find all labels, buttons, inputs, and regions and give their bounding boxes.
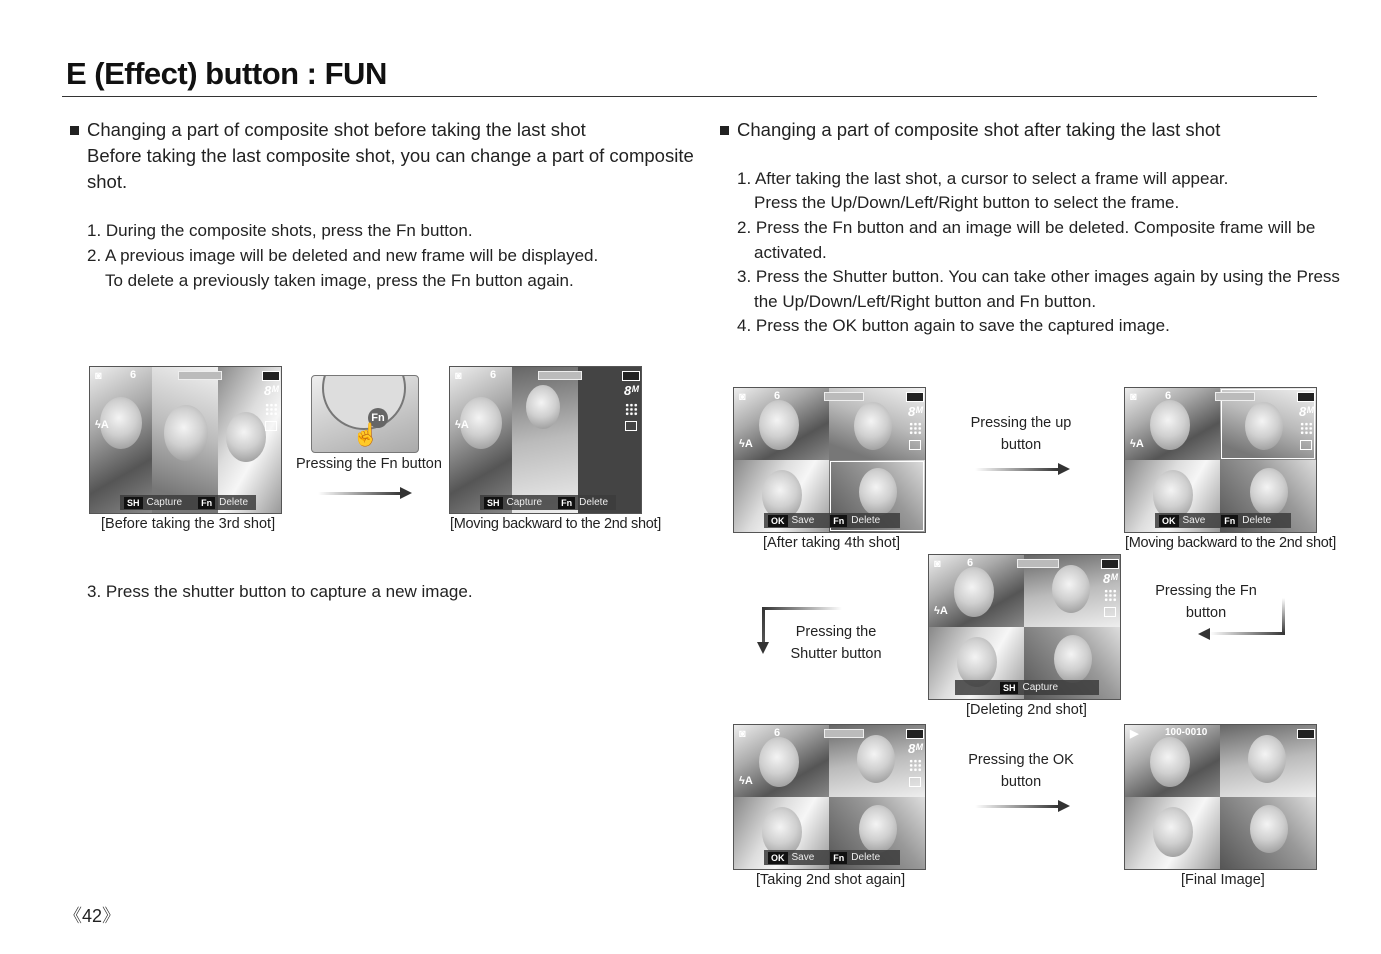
size-8m-icon: 8ᴹ [264, 383, 279, 398]
metering-icon [265, 421, 277, 431]
arrow-right-icon [318, 492, 402, 495]
camera-mode-icon: ◙ [95, 370, 102, 382]
quality-icon [909, 422, 922, 435]
label-pressing-up [955, 412, 1087, 456]
caption-before-3rd: [Before taking the 3rd shot] [101, 516, 276, 532]
left-step: 1. During the composite shots, press the Fn button. [87, 221, 473, 240]
page-number: 《42》 [64, 906, 121, 926]
label-line: button [1185, 605, 1227, 621]
save-label: Save [791, 515, 815, 526]
bullet-square-icon [70, 126, 79, 135]
page-title: E (Effect) button : FUN [66, 56, 387, 91]
capture-label: Capture [506, 497, 543, 508]
quality-icon [1104, 589, 1117, 602]
caption-after-4th: [After taking 4th shot] [763, 535, 901, 551]
progress-bar [824, 392, 864, 401]
camera-screen-moving-2nd [1124, 387, 1317, 533]
sh-key: SH [484, 497, 503, 509]
shot-count: 6 [967, 557, 974, 569]
progress-bar [1215, 392, 1255, 401]
bullet-square-icon [720, 126, 729, 135]
delete-label: Delete [219, 497, 248, 508]
caption-final-image: [Final Image] [1181, 872, 1265, 888]
fn-button-icon: Fn [368, 408, 388, 428]
arrow-right-head-icon [400, 487, 412, 499]
ok-key: OK [768, 852, 788, 864]
shot-count: 6 [1165, 390, 1172, 402]
fn-key: Fn [558, 497, 575, 509]
hud-bar [764, 850, 900, 865]
size-8m-icon: 8ᴹ [908, 404, 923, 419]
quality-icon [625, 403, 638, 416]
label-line: button [1000, 774, 1042, 790]
flash-auto-icon: ϟA [455, 419, 469, 431]
shot-count: 6 [130, 369, 137, 381]
right-step: 4. Press the OK button again to save the captured image. [737, 316, 1170, 335]
battery-icon [906, 729, 924, 739]
left-step: To delete a previously taken image, press the Fn button again. [105, 271, 574, 290]
composite-frame-1 [90, 367, 152, 513]
arrow-bend-horizontal-icon [1210, 632, 1285, 635]
ok-key: OK [768, 515, 788, 527]
camera-screen-after-4th [733, 387, 926, 533]
delete-label: Delete [851, 515, 881, 526]
arrow-left-head-icon [1198, 628, 1210, 640]
arrow-bend-vertical-icon [762, 607, 765, 643]
fn-key: Fn [198, 497, 215, 509]
arrow-bend-horizontal-icon [762, 607, 842, 610]
metering-icon [909, 440, 921, 450]
camera-mode-icon: ◙ [739, 728, 746, 740]
size-8m-icon: 8ᴹ [908, 741, 923, 756]
label-pressing-shutter [770, 621, 902, 665]
fn-key: Fn [830, 515, 847, 527]
composite-frame-1 [450, 367, 512, 513]
right-step: 1. After taking the last shot, a cursor to select a frame will appear. [737, 169, 1229, 188]
arrow-right-head-icon [1058, 800, 1070, 812]
label-line: Pressing the up [970, 415, 1072, 431]
battery-icon [622, 371, 640, 381]
metering-icon [909, 777, 921, 787]
hud-bar [955, 680, 1099, 695]
file-number: 100-0010 [1165, 727, 1208, 738]
label-line: Pressing the Fn [1155, 583, 1257, 599]
ok-key: OK [1159, 515, 1179, 527]
right-step: activated. [754, 243, 827, 262]
flash-auto-icon: ϟA [934, 605, 948, 617]
metering-icon [1104, 607, 1116, 617]
save-label: Save [791, 852, 815, 863]
battery-icon [906, 392, 924, 402]
quality-icon [1300, 422, 1313, 435]
flash-auto-icon: ϟA [739, 438, 753, 450]
progress-bar [824, 729, 864, 738]
arrow-right-icon [975, 468, 1059, 471]
hud-bar [480, 495, 616, 510]
label-line: Pressing the OK [968, 752, 1074, 768]
label-line: Pressing the [795, 624, 877, 640]
progress-bar [1017, 559, 1059, 568]
progress-bar [538, 371, 582, 380]
shot-count: 6 [490, 369, 497, 381]
size-8m-icon: 8ᴹ [1299, 404, 1314, 419]
playback-icon: ▶ [1130, 728, 1139, 740]
right-step: the Up/Down/Left/Right button and Fn button. [754, 292, 1097, 311]
battery-icon [1297, 392, 1315, 402]
right-step: 3. Press the Shutter button. You can take other images again by using the Press [737, 267, 1340, 286]
camera-screen-final-image [1124, 724, 1317, 870]
camera-screen-before-3rd [89, 366, 282, 514]
delete-label: Delete [1242, 515, 1272, 526]
arrow-right-head-icon [1058, 463, 1070, 475]
camera-back-illustration [311, 375, 419, 453]
quality-icon [909, 759, 922, 772]
flash-auto-icon: ϟA [739, 775, 753, 787]
left-step-3: 3. Press the shutter button to capture a new image. [87, 582, 473, 601]
camera-screen-taking-2nd-again [733, 724, 926, 870]
save-label: Save [1182, 515, 1206, 526]
size-8m-icon: 8ᴹ [1103, 571, 1118, 586]
battery-icon [262, 371, 280, 381]
caption-moving-2nd: [Moving backward to the 2nd shot] [450, 516, 661, 532]
camera-mode-icon: ◙ [455, 370, 462, 382]
metering-icon [625, 421, 637, 431]
hud-bar [120, 495, 256, 510]
delete-label: Delete [579, 497, 608, 508]
left-intro-line: Before taking the last composite shot, you can change a part of composite [87, 145, 694, 166]
left-intro-line: shot. [87, 171, 128, 192]
flash-auto-icon: ϟA [95, 419, 109, 431]
capture-label: Capture [146, 497, 183, 508]
metering-icon [1300, 440, 1312, 450]
arrow-bend-vertical-icon [1282, 598, 1285, 634]
pointing-hand-icon: ☝ [352, 422, 380, 447]
label-line: button [1000, 437, 1042, 453]
right-heading: Changing a part of composite shot after taking the last shot [737, 119, 1221, 140]
right-step: Press the Up/Down/Left/Right button to select the frame. [754, 193, 1180, 212]
caption-moving-2nd-right: [Moving backward to the 2nd shot] [1125, 535, 1336, 551]
caption-deleting-2nd: [Deleting 2nd shot] [966, 702, 1087, 718]
sh-key: SH [1000, 682, 1019, 694]
shot-count: 6 [774, 727, 781, 739]
shot-count: 6 [774, 390, 781, 402]
arrow-down-head-icon [757, 642, 769, 654]
left-step: 2. A previous image will be deleted and new frame will be displayed. [87, 246, 599, 265]
battery-icon [1297, 729, 1315, 739]
camera-mode-icon: ◙ [1130, 391, 1137, 403]
label-pressing-fn: Pressing the Fn button [296, 456, 442, 472]
hud-bar [764, 513, 900, 528]
label-line: Shutter button [790, 646, 882, 662]
capture-label: Capture [1022, 682, 1059, 693]
sh-key: SH [124, 497, 143, 509]
composite-frame-2 [152, 367, 218, 513]
camera-mode-icon: ◙ [934, 558, 941, 570]
label-pressing-ok [955, 749, 1087, 793]
flash-auto-icon: ϟA [1130, 438, 1144, 450]
fn-key: Fn [1221, 515, 1238, 527]
right-step: 2. Press the Fn button and an image will be deleted. Composite frame will be [737, 218, 1316, 237]
title-divider [62, 96, 1317, 97]
delete-label: Delete [851, 852, 881, 863]
camera-mode-icon: ◙ [739, 391, 746, 403]
progress-bar [178, 371, 222, 380]
quality-icon [265, 403, 278, 416]
label-pressing-fn-right [1140, 580, 1272, 624]
camera-screen-moving-2nd [449, 366, 642, 514]
composite-frame-2 [512, 367, 578, 513]
arrow-right-icon [975, 805, 1059, 808]
battery-icon [1101, 559, 1119, 569]
left-heading: Changing a part of composite shot before taking the last shot [87, 119, 586, 140]
caption-taking-2nd-again: [Taking 2nd shot again] [756, 872, 906, 888]
hud-bar [1155, 513, 1291, 528]
size-8m-icon: 8ᴹ [624, 383, 639, 398]
camera-screen-deleting-2nd [928, 554, 1121, 700]
fn-key: Fn [830, 852, 847, 864]
